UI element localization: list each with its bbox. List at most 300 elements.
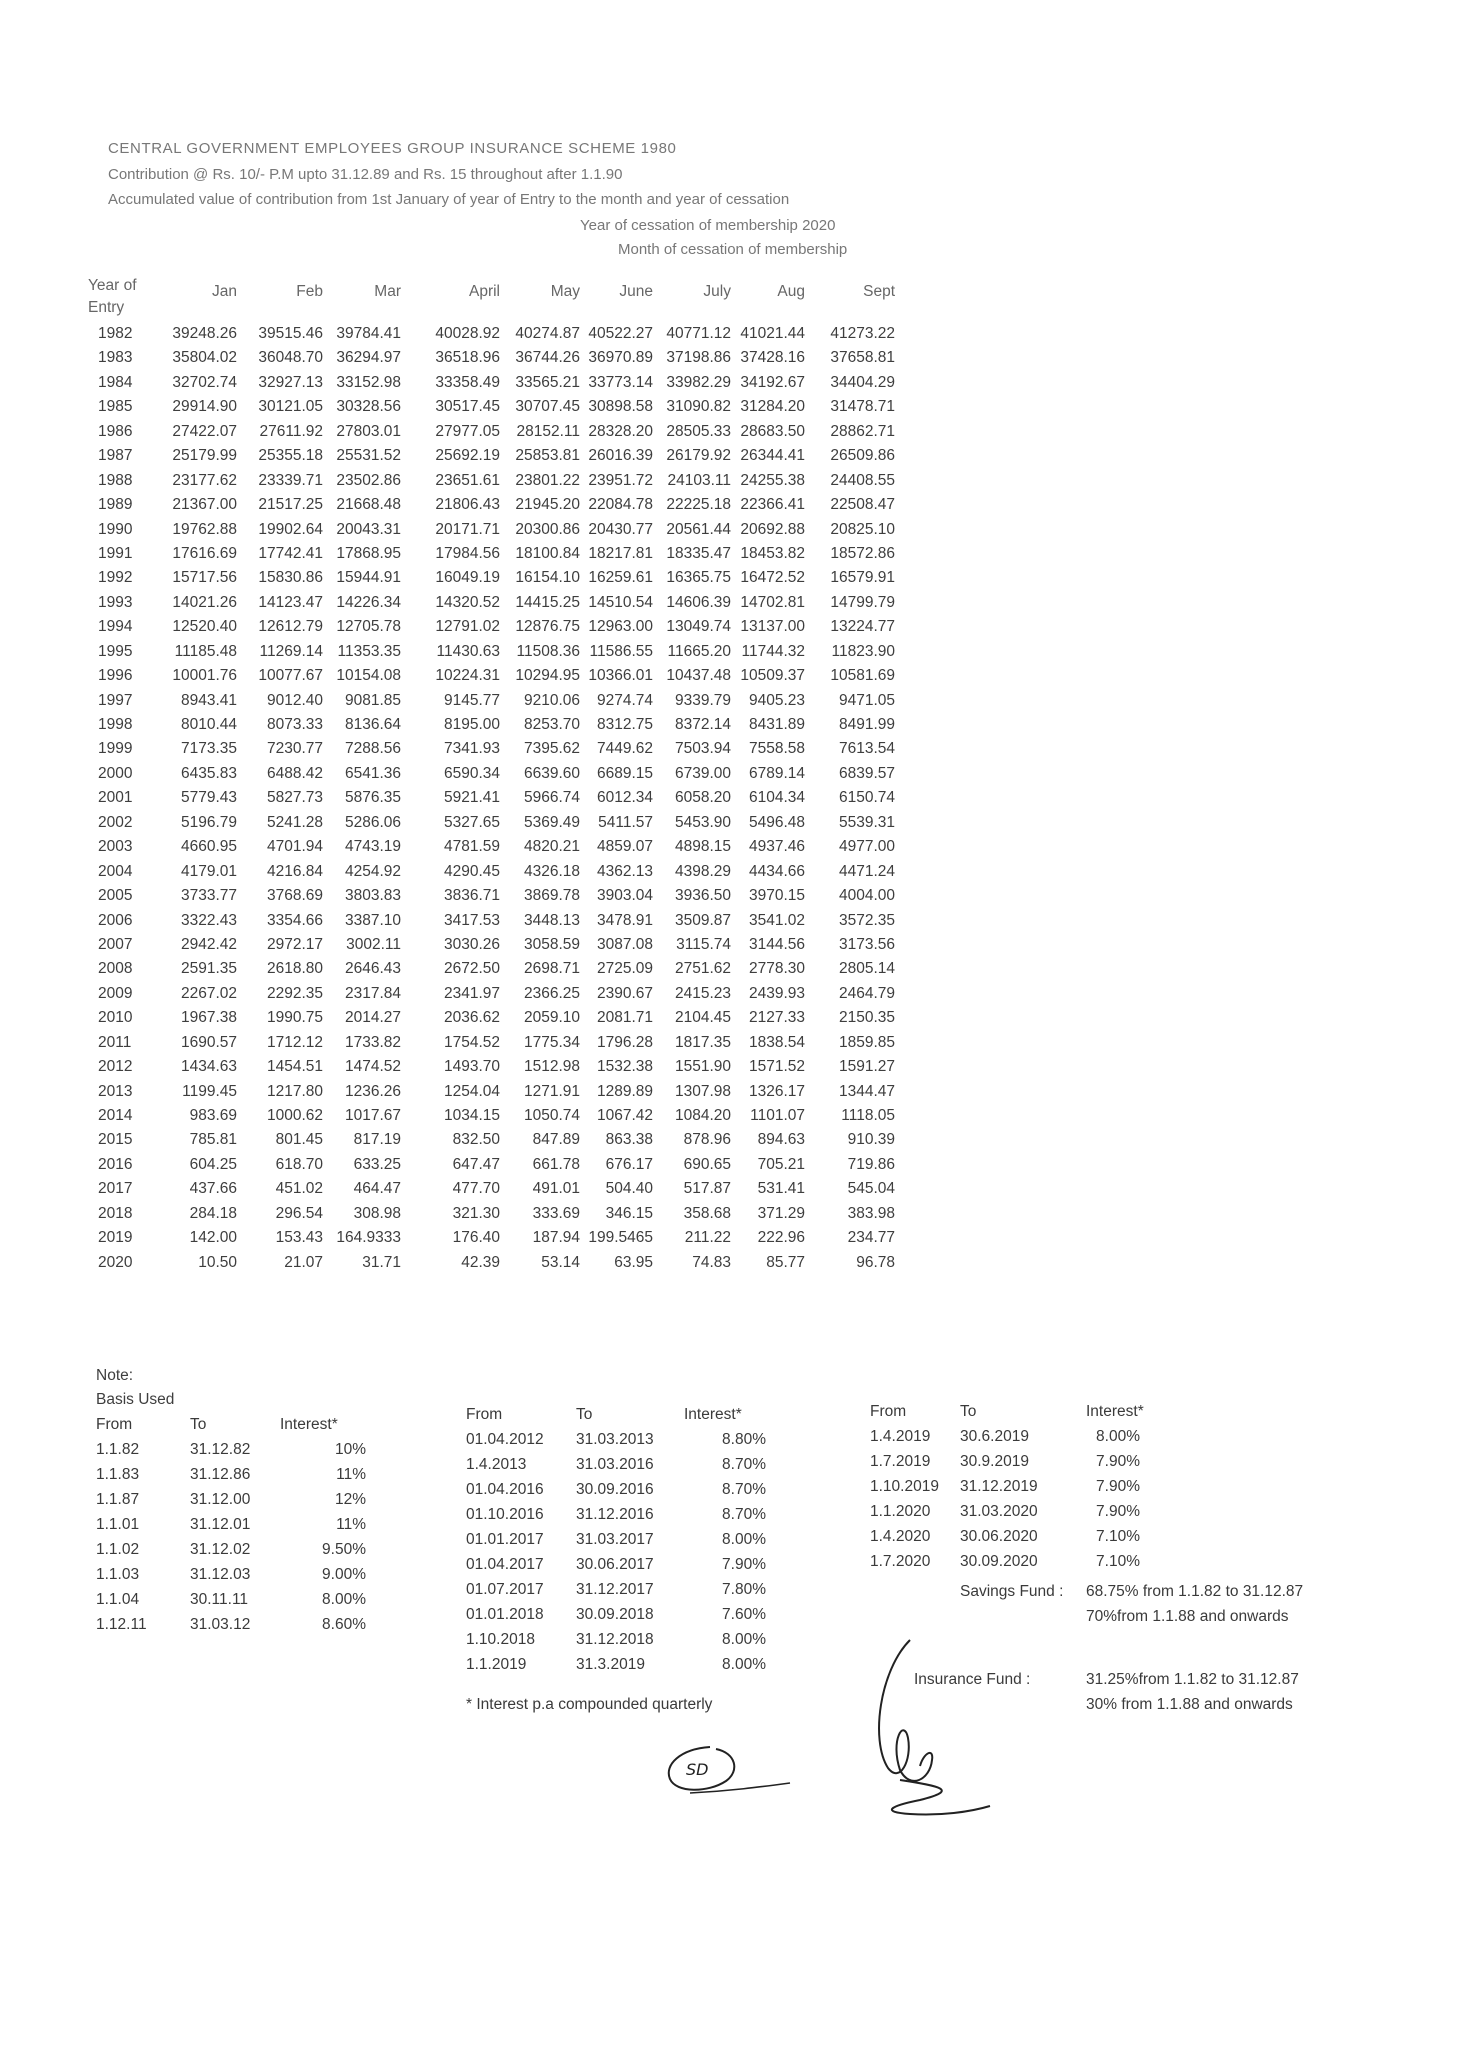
rate-interest: 7.60% bbox=[722, 1606, 766, 1623]
value-may: 53.14 bbox=[541, 1253, 580, 1271]
value-june: 63.95 bbox=[614, 1253, 653, 1271]
rate-to: 31.12.86 bbox=[190, 1466, 251, 1483]
value-sept: 910.39 bbox=[847, 1131, 895, 1149]
value-aug: 3144.56 bbox=[748, 935, 805, 953]
rate-to: 31.12.2019 bbox=[960, 1478, 1038, 1495]
rate-from: 01.10.2016 bbox=[466, 1506, 544, 1523]
value-june: 9274.74 bbox=[596, 691, 653, 709]
value-jan: 983.69 bbox=[189, 1107, 237, 1124]
signature bbox=[860, 1630, 1010, 1830]
rate-from: 01.04.2012 bbox=[466, 1431, 544, 1448]
value-june: 1796.28 bbox=[596, 1033, 653, 1051]
rate-to: 31.12.2017 bbox=[576, 1581, 654, 1598]
value-july: 13049.74 bbox=[666, 618, 731, 636]
value-june: 22084.78 bbox=[588, 496, 653, 514]
value-april: 4290.45 bbox=[443, 862, 500, 880]
entry-year: 2020 bbox=[98, 1253, 133, 1271]
value-mar: 12705.78 bbox=[336, 618, 401, 636]
value-june: 36970.89 bbox=[588, 349, 653, 367]
col-header-may: May bbox=[550, 283, 580, 300]
value-june: 10366.01 bbox=[588, 667, 653, 685]
value-mar: 1236.26 bbox=[344, 1082, 401, 1100]
value-jan: 21367.00 bbox=[172, 496, 237, 514]
value-june: 1289.89 bbox=[596, 1082, 653, 1100]
value-sept: 8491.99 bbox=[838, 716, 895, 733]
value-april: 8195.00 bbox=[443, 716, 500, 733]
entry-year: 1985 bbox=[98, 398, 133, 416]
value-jan: 3322.43 bbox=[180, 911, 237, 929]
rate-from: 1.1.03 bbox=[96, 1566, 140, 1583]
value-june: 2081.71 bbox=[596, 1009, 653, 1027]
value-may: 21945.20 bbox=[515, 496, 580, 514]
rate-interest: 8.70% bbox=[722, 1456, 766, 1473]
value-sept: 34404.29 bbox=[830, 373, 895, 391]
value-july: 26179.92 bbox=[666, 447, 731, 465]
col-header-july: July bbox=[703, 283, 731, 300]
rate-to: 31.03.2013 bbox=[576, 1431, 654, 1448]
value-may: 1512.98 bbox=[523, 1058, 580, 1076]
entry-year: 1995 bbox=[98, 642, 133, 660]
value-july: 4898.15 bbox=[674, 838, 731, 856]
value-feb: 11269.14 bbox=[259, 642, 323, 660]
value-feb: 19902.64 bbox=[258, 520, 323, 538]
value-aug: 8431.89 bbox=[748, 716, 805, 733]
value-july: 358.68 bbox=[683, 1204, 731, 1222]
col-header-feb: Feb bbox=[296, 283, 323, 300]
entry-year: 2010 bbox=[98, 1009, 133, 1027]
table-row bbox=[80, 349, 1110, 373]
value-may: 7395.62 bbox=[523, 740, 580, 758]
value-feb: 451.02 bbox=[275, 1180, 323, 1198]
table-header bbox=[80, 275, 1110, 325]
value-mar: 3002.11 bbox=[346, 935, 401, 953]
value-aug: 5496.48 bbox=[748, 813, 805, 831]
value-mar: 3803.83 bbox=[344, 887, 401, 905]
table-row bbox=[80, 643, 1110, 667]
value-june: 1067.42 bbox=[596, 1107, 653, 1124]
rate-to: 31.12.00 bbox=[190, 1491, 251, 1508]
table-row bbox=[80, 325, 1110, 349]
value-sept: 41273.22 bbox=[830, 325, 895, 342]
value-jan: 284.18 bbox=[189, 1204, 237, 1222]
value-may: 12876.75 bbox=[515, 618, 580, 636]
value-july: 7503.94 bbox=[674, 740, 731, 758]
value-aug: 1326.17 bbox=[748, 1082, 805, 1100]
rate-interest: 8.00% bbox=[1096, 1428, 1140, 1445]
rate-interest: 11% bbox=[336, 1466, 366, 1483]
rate-to: 31.03.2020 bbox=[960, 1503, 1038, 1520]
table-row bbox=[80, 1107, 1110, 1131]
value-sept: 3173.56 bbox=[838, 935, 895, 953]
value-april: 4781.59 bbox=[443, 838, 500, 856]
value-sept: 11823.90 bbox=[831, 642, 895, 660]
rate-to: 31.12.2018 bbox=[576, 1631, 654, 1648]
table-row bbox=[80, 1131, 1110, 1155]
insurance-fund-line1: 31.25%from 1.1.82 to 31.12.87 bbox=[1086, 1671, 1299, 1688]
value-june: 26016.39 bbox=[588, 447, 653, 465]
entry-year: 2019 bbox=[98, 1229, 133, 1247]
rate-interest: 7.90% bbox=[1096, 1478, 1140, 1495]
value-sept: 10581.69 bbox=[830, 667, 895, 685]
rate-to: 30.11.11 bbox=[190, 1591, 249, 1608]
value-aug: 13137.00 bbox=[740, 618, 805, 636]
value-april: 7341.93 bbox=[443, 740, 500, 758]
value-june: 6689.15 bbox=[596, 764, 653, 782]
entry-year: 2002 bbox=[98, 813, 133, 831]
value-april: 11430.63 bbox=[436, 642, 500, 660]
value-april: 1254.04 bbox=[443, 1082, 500, 1100]
entry-year: 1991 bbox=[98, 544, 133, 562]
value-feb: 25355.18 bbox=[258, 447, 323, 465]
value-feb: 4216.84 bbox=[266, 862, 323, 880]
value-mar: 3387.10 bbox=[344, 911, 401, 929]
value-july: 3936.50 bbox=[674, 887, 731, 905]
value-mar: 2014.27 bbox=[344, 1009, 401, 1027]
value-may: 23801.22 bbox=[515, 471, 580, 489]
value-jan: 1967.38 bbox=[180, 1009, 237, 1027]
value-may: 2059.10 bbox=[523, 1009, 580, 1027]
value-april: 3030.26 bbox=[443, 935, 500, 953]
entry-year: 2018 bbox=[98, 1204, 133, 1222]
value-june: 23951.72 bbox=[588, 471, 653, 489]
entry-year: 1988 bbox=[98, 471, 133, 489]
rates-header-from: From bbox=[96, 1416, 133, 1433]
initials-text: SD bbox=[686, 1760, 709, 1779]
rate-interest: 8.00% bbox=[722, 1631, 766, 1648]
value-april: 321.30 bbox=[452, 1204, 500, 1222]
table-row bbox=[80, 960, 1110, 984]
value-aug: 531.41 bbox=[757, 1180, 805, 1198]
value-feb: 4701.94 bbox=[266, 838, 323, 856]
entry-year: 1997 bbox=[98, 691, 133, 709]
value-mar: 5286.06 bbox=[344, 813, 401, 831]
value-june: 199.5465 bbox=[588, 1229, 653, 1247]
rate-interest: 7.90% bbox=[1096, 1503, 1140, 1520]
rates-header-from: From bbox=[870, 1403, 907, 1420]
value-april: 20171.71 bbox=[435, 520, 500, 538]
table-row bbox=[80, 1156, 1110, 1180]
value-feb: 10077.67 bbox=[258, 667, 323, 685]
rates-header-interest: Interest* bbox=[684, 1406, 742, 1423]
value-mar: 1733.82 bbox=[344, 1033, 401, 1051]
value-june: 5411.57 bbox=[598, 813, 653, 831]
entry-year: 1998 bbox=[98, 716, 133, 733]
table-row bbox=[80, 912, 1110, 936]
value-april: 14320.52 bbox=[435, 593, 500, 611]
value-aug: 2127.33 bbox=[748, 1009, 805, 1027]
entry-year: 1993 bbox=[98, 593, 133, 611]
value-sept: 18572.86 bbox=[830, 544, 895, 562]
value-feb: 618.70 bbox=[275, 1155, 323, 1173]
rate-interest: 7.80% bbox=[722, 1581, 766, 1598]
rate-from: 01.07.2017 bbox=[466, 1581, 544, 1598]
table-row bbox=[80, 521, 1110, 545]
rate-to: 31.12.01 bbox=[190, 1516, 251, 1533]
value-jan: 10001.76 bbox=[172, 667, 237, 685]
value-jan: 2267.02 bbox=[180, 984, 237, 1002]
value-april: 5921.41 bbox=[443, 789, 500, 807]
rate-to: 30.6.2019 bbox=[960, 1428, 1029, 1445]
value-mar: 10154.08 bbox=[336, 667, 401, 685]
value-jan: 1690.57 bbox=[180, 1033, 237, 1051]
rate-from: 1.10.2018 bbox=[466, 1631, 535, 1648]
entry-year: 2006 bbox=[98, 911, 133, 929]
value-april: 2672.50 bbox=[443, 960, 500, 978]
value-may: 5369.49 bbox=[523, 813, 580, 831]
value-april: 12791.02 bbox=[435, 618, 500, 636]
value-may: 14415.25 bbox=[515, 593, 580, 611]
rate-to: 30.09.2018 bbox=[576, 1606, 654, 1623]
rate-interest: 7.10% bbox=[1096, 1553, 1140, 1570]
value-jan: 29914.90 bbox=[172, 398, 237, 416]
value-july: 22225.18 bbox=[666, 496, 731, 514]
rate-interest: 10% bbox=[334, 1441, 366, 1458]
rate-interest: 8.60% bbox=[322, 1616, 366, 1633]
value-april: 40028.92 bbox=[435, 325, 500, 342]
entry-year: 2013 bbox=[98, 1082, 133, 1100]
value-june: 3087.08 bbox=[596, 935, 653, 953]
value-april: 23651.61 bbox=[435, 471, 500, 489]
rate-to: 30.09.2020 bbox=[960, 1553, 1038, 1570]
table-row bbox=[80, 472, 1110, 496]
value-july: 16365.75 bbox=[666, 569, 731, 587]
value-june: 1532.38 bbox=[596, 1058, 653, 1076]
value-april: 647.47 bbox=[452, 1155, 500, 1173]
table-row bbox=[80, 1205, 1110, 1229]
basis-title: Basis Used bbox=[96, 1391, 175, 1408]
value-sept: 2805.14 bbox=[838, 960, 895, 978]
rate-from: 01.04.2016 bbox=[466, 1481, 544, 1498]
table-row bbox=[80, 496, 1110, 520]
rate-interest: 9.00% bbox=[322, 1566, 366, 1583]
value-june: 30898.58 bbox=[588, 398, 653, 416]
value-june: 4859.07 bbox=[596, 838, 653, 856]
value-may: 36744.26 bbox=[515, 349, 580, 367]
savings-fund-label: Savings Fund : bbox=[960, 1583, 1064, 1600]
value-sept: 545.04 bbox=[847, 1180, 895, 1198]
value-aug: 3541.02 bbox=[748, 911, 805, 929]
entry-year: 2003 bbox=[98, 838, 133, 856]
rate-to: 31.12.03 bbox=[190, 1566, 251, 1583]
value-feb: 6488.42 bbox=[266, 764, 323, 782]
value-mar: 817.19 bbox=[353, 1131, 401, 1149]
value-april: 9145.77 bbox=[443, 691, 500, 709]
value-jan: 2942.42 bbox=[180, 935, 237, 953]
entry-year: 1983 bbox=[98, 349, 133, 367]
value-feb: 9012.40 bbox=[266, 691, 323, 709]
value-feb: 21.07 bbox=[284, 1253, 323, 1271]
value-april: 21806.43 bbox=[435, 496, 500, 514]
value-aug: 222.96 bbox=[757, 1229, 805, 1247]
value-mar: 23502.86 bbox=[336, 471, 401, 489]
value-jan: 25179.99 bbox=[172, 447, 237, 465]
value-sept: 1591.27 bbox=[838, 1058, 895, 1076]
entry-year: 1986 bbox=[98, 422, 133, 440]
rate-interest: 8.80% bbox=[722, 1431, 766, 1448]
value-july: 211.22 bbox=[684, 1229, 731, 1247]
value-july: 690.65 bbox=[683, 1155, 731, 1173]
value-may: 6639.60 bbox=[523, 764, 580, 782]
value-june: 8312.75 bbox=[596, 716, 653, 733]
value-may: 4820.21 bbox=[523, 838, 580, 856]
table-row bbox=[80, 398, 1110, 422]
col-header-jan: Jan bbox=[212, 283, 237, 300]
value-sept: 1118.05 bbox=[841, 1107, 895, 1124]
value-mar: 1017.67 bbox=[344, 1107, 401, 1124]
value-jan: 6435.83 bbox=[180, 764, 237, 782]
entry-year: 1990 bbox=[98, 520, 133, 538]
value-jan: 32702.74 bbox=[172, 373, 237, 391]
value-sept: 1859.85 bbox=[838, 1033, 895, 1051]
value-mar: 1474.52 bbox=[344, 1058, 401, 1076]
rate-interest: 7.10% bbox=[1096, 1528, 1140, 1545]
value-july: 4398.29 bbox=[674, 862, 731, 880]
value-april: 3836.71 bbox=[443, 887, 500, 905]
value-aug: 6789.14 bbox=[748, 764, 805, 782]
col-header-mar: Mar bbox=[374, 283, 401, 300]
value-jan: 39248.26 bbox=[172, 325, 237, 342]
rate-from: 01.01.2018 bbox=[466, 1606, 544, 1623]
value-jan: 12520.40 bbox=[172, 618, 237, 636]
value-aug: 894.63 bbox=[757, 1131, 805, 1149]
value-feb: 27611.92 bbox=[259, 422, 323, 440]
value-may: 40274.87 bbox=[515, 325, 580, 342]
table-row bbox=[80, 1254, 1110, 1278]
value-may: 187.94 bbox=[532, 1229, 580, 1247]
rate-from: 1.4.2019 bbox=[870, 1428, 931, 1445]
value-july: 14606.39 bbox=[666, 593, 731, 611]
value-jan: 7173.35 bbox=[180, 740, 237, 758]
value-may: 1775.34 bbox=[523, 1033, 580, 1051]
table-row bbox=[80, 569, 1110, 593]
value-jan: 15717.56 bbox=[172, 569, 237, 587]
table-row bbox=[80, 1058, 1110, 1082]
value-mar: 464.47 bbox=[353, 1180, 401, 1198]
value-july: 2751.62 bbox=[674, 960, 731, 978]
value-june: 16259.61 bbox=[588, 569, 653, 587]
value-sept: 3572.35 bbox=[838, 911, 895, 929]
table-row bbox=[80, 740, 1110, 764]
entry-year: 2000 bbox=[98, 764, 133, 782]
value-april: 10224.31 bbox=[435, 667, 500, 685]
value-april: 1754.52 bbox=[443, 1033, 500, 1051]
value-june: 20430.77 bbox=[588, 520, 653, 538]
table-row bbox=[80, 814, 1110, 838]
entry-year: 2017 bbox=[98, 1180, 133, 1198]
value-aug: 1838.54 bbox=[748, 1033, 805, 1051]
value-mar: 633.25 bbox=[353, 1155, 401, 1173]
contribution-table bbox=[80, 275, 1110, 1278]
value-aug: 20692.88 bbox=[740, 520, 805, 538]
rate-to: 30.09.2016 bbox=[576, 1481, 654, 1498]
month-of-cessation: Month of cessation of membership bbox=[618, 241, 848, 258]
value-aug: 4937.46 bbox=[748, 838, 805, 856]
value-may: 33565.21 bbox=[515, 373, 580, 391]
value-july: 24103.11 bbox=[667, 471, 731, 489]
rate-interest: 8.00% bbox=[722, 1531, 766, 1548]
value-april: 5327.65 bbox=[443, 813, 500, 831]
value-july: 1551.90 bbox=[674, 1058, 731, 1076]
value-mar: 17868.95 bbox=[336, 544, 401, 562]
entry-year: 1987 bbox=[98, 447, 133, 465]
value-jan: 8943.41 bbox=[180, 691, 237, 709]
value-feb: 1712.12 bbox=[266, 1033, 323, 1051]
value-april: 1493.70 bbox=[443, 1058, 500, 1076]
value-may: 18100.84 bbox=[515, 544, 580, 562]
value-jan: 11185.48 bbox=[174, 642, 237, 660]
value-april: 16049.19 bbox=[435, 569, 500, 587]
value-mar: 27803.01 bbox=[336, 422, 401, 440]
value-may: 30707.45 bbox=[515, 398, 580, 416]
value-jan: 5196.79 bbox=[180, 813, 237, 831]
value-sept: 7613.54 bbox=[838, 740, 895, 758]
value-feb: 7230.77 bbox=[266, 740, 323, 758]
table-row bbox=[80, 1229, 1110, 1253]
rate-from: 1.7.2020 bbox=[870, 1553, 931, 1570]
rate-to: 30.06.2020 bbox=[960, 1528, 1038, 1545]
value-feb: 15830.86 bbox=[258, 569, 323, 587]
accumulated-note: Accumulated value of contribution from 1st January of year of Entry to the month and year of cessation bbox=[108, 191, 790, 208]
value-may: 3869.78 bbox=[523, 887, 580, 905]
value-april: 27977.05 bbox=[435, 422, 500, 440]
value-june: 2390.67 bbox=[596, 984, 653, 1002]
entry-year: 2015 bbox=[98, 1131, 133, 1149]
value-july: 6058.20 bbox=[674, 789, 731, 807]
value-feb: 39515.46 bbox=[258, 325, 323, 342]
value-feb: 2618.80 bbox=[266, 960, 323, 978]
value-april: 832.50 bbox=[452, 1131, 500, 1149]
value-mar: 39784.41 bbox=[336, 325, 401, 342]
contribution-note: Contribution @ Rs. 10/- P.M upto 31.12.89 and Rs. 15 throughout after 1.1.90 bbox=[108, 166, 623, 183]
col-header-april: April bbox=[468, 283, 500, 300]
value-april: 33358.49 bbox=[435, 373, 500, 391]
value-june: 504.40 bbox=[605, 1180, 653, 1198]
value-april: 17984.56 bbox=[435, 544, 500, 562]
value-aug: 3970.15 bbox=[748, 887, 805, 905]
value-may: 10294.95 bbox=[515, 667, 580, 685]
value-jan: 1199.45 bbox=[182, 1082, 237, 1100]
rate-from: 1.1.2019 bbox=[466, 1656, 527, 1673]
value-jan: 14021.26 bbox=[172, 593, 237, 611]
value-june: 18217.81 bbox=[588, 544, 653, 562]
entry-year: 2001 bbox=[98, 789, 133, 807]
value-sept: 16579.91 bbox=[830, 569, 895, 587]
value-april: 30517.45 bbox=[435, 398, 500, 416]
value-feb: 1217.80 bbox=[266, 1082, 323, 1100]
value-jan: 10.50 bbox=[198, 1253, 237, 1271]
value-sept: 2464.79 bbox=[838, 984, 895, 1002]
table-row bbox=[80, 1034, 1110, 1058]
value-mar: 30328.56 bbox=[336, 398, 401, 416]
value-feb: 23339.71 bbox=[258, 471, 323, 489]
value-june: 3478.91 bbox=[596, 911, 653, 929]
value-jan: 1434.63 bbox=[180, 1058, 237, 1076]
value-feb: 36048.70 bbox=[258, 349, 323, 367]
value-aug: 9405.23 bbox=[748, 691, 805, 709]
value-mar: 7288.56 bbox=[344, 740, 401, 758]
value-april: 176.40 bbox=[452, 1229, 500, 1247]
value-june: 33773.14 bbox=[588, 373, 653, 391]
value-jan: 142.00 bbox=[189, 1229, 237, 1247]
value-jan: 3733.77 bbox=[180, 887, 237, 905]
value-april: 6590.34 bbox=[443, 764, 500, 782]
entry-year: 1982 bbox=[98, 325, 133, 342]
table-row bbox=[80, 545, 1110, 569]
rates-header-from: From bbox=[466, 1406, 503, 1423]
rate-interest: 7.90% bbox=[722, 1556, 766, 1573]
value-may: 16154.10 bbox=[515, 569, 580, 587]
rate-from: 1.1.04 bbox=[96, 1591, 140, 1608]
